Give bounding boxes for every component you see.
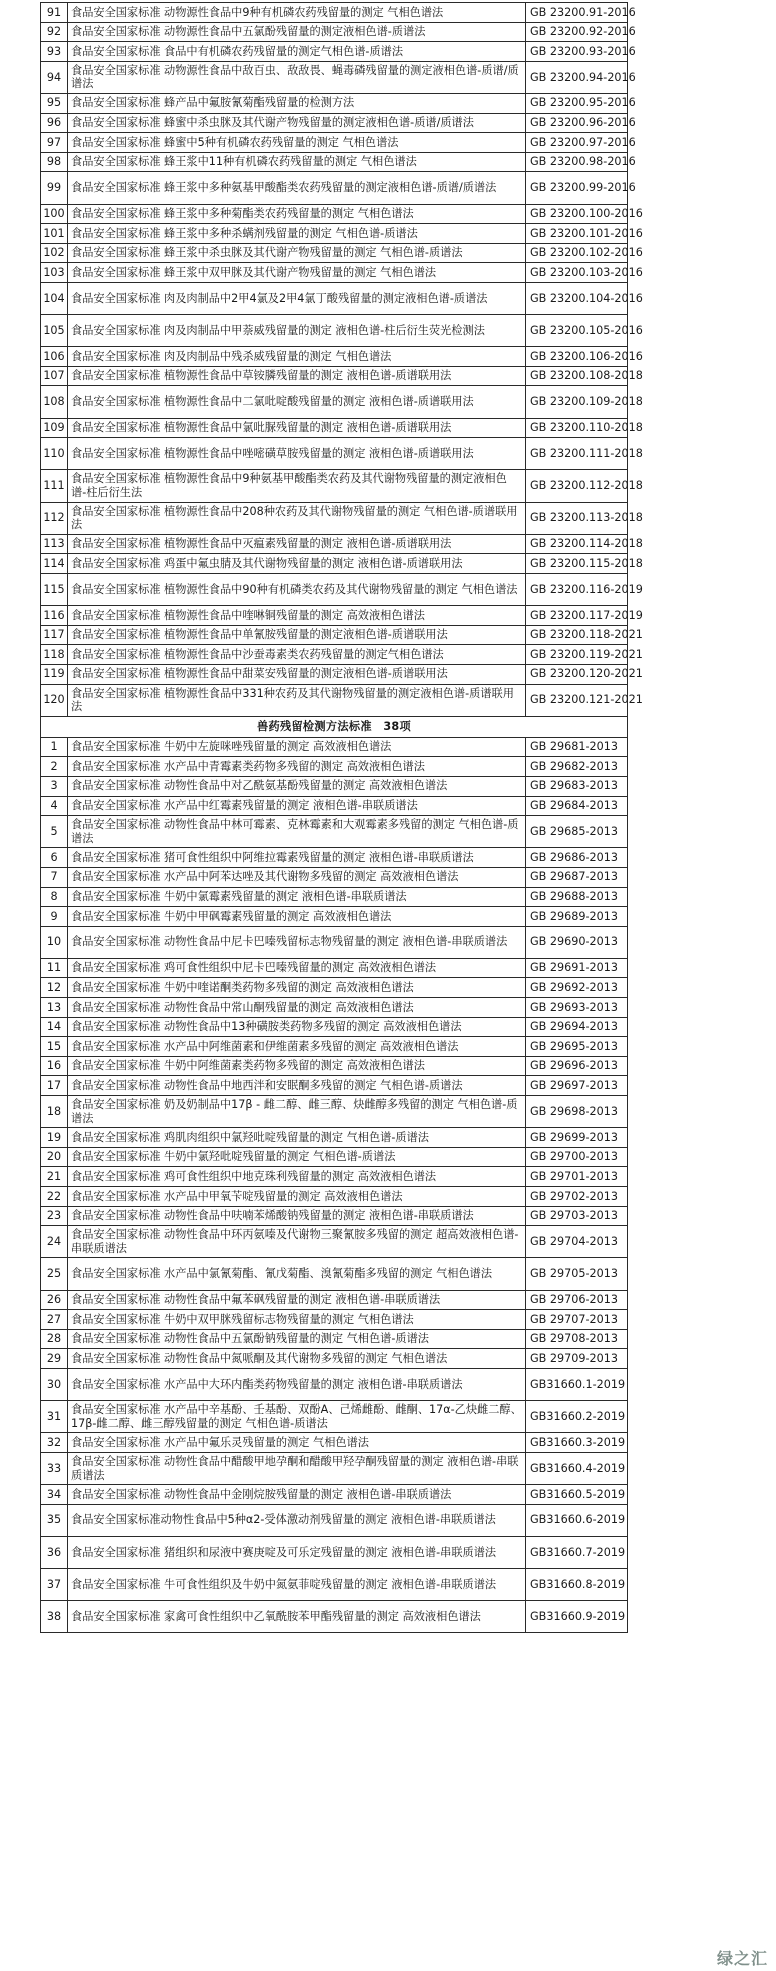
table-row <box>41 282 628 314</box>
standard-code: GB 29697-2013 <box>526 1076 628 1096</box>
row-number: 97 <box>41 133 68 153</box>
standard-name: 食品安全国家标准 牛奶中甲砜霉素残留量的测定 高效液相色谱法 <box>68 907 526 927</box>
row-number: 94 <box>41 61 68 93</box>
standard-name: 食品安全国家标准 水产品中阿苯达唑及其代谢物多残留的测定 高效液相色谱法 <box>68 867 526 887</box>
standard-code: GB 23200.121-2021 <box>526 684 628 716</box>
standard-name: 食品安全国家标准 植物源性食品中9种氨基甲酸酯类农药及其代谢物残留量的测定液相色谱-柱后衍生法 <box>68 470 526 502</box>
table-row <box>41 243 628 263</box>
row-number: 33 <box>41 1452 68 1484</box>
standard-name: 食品安全国家标准 动物性食品中地西泮和安眠酮多残留的测定 气相色谱-质谱法 <box>68 1076 526 1096</box>
standard-code: GB 23200.99-2016 <box>526 172 628 204</box>
row-number: 112 <box>41 502 68 534</box>
table-row <box>41 93 628 113</box>
standard-name: 食品安全国家标准 动物性食品中对乙酰氨基酚残留量的测定 高效液相色谱法 <box>68 776 526 796</box>
table-row <box>41 776 628 796</box>
standard-code: GB 23200.96-2016 <box>526 113 628 133</box>
standard-name: 食品安全国家标准动物性食品中5种α2-受体激动剂残留量的测定 液相色谱-串联质谱法 <box>68 1504 526 1536</box>
row-number: 104 <box>41 282 68 314</box>
table-row <box>41 1310 628 1330</box>
table-row <box>41 757 628 777</box>
row-number: 2 <box>41 757 68 777</box>
table-row <box>41 1290 628 1310</box>
table-row <box>41 1167 628 1187</box>
standard-name: 食品安全国家标准 肉及肉制品中甲萘威残留量的测定 液相色谱-柱后衍生荧光检测法 <box>68 315 526 347</box>
standard-code: GB 23200.120-2021 <box>526 664 628 684</box>
section-title: 兽药残留检测方法标准 38项 <box>41 716 628 737</box>
table-row <box>41 1485 628 1505</box>
row-number: 37 <box>41 1569 68 1601</box>
row-number: 98 <box>41 152 68 172</box>
standard-name: 食品安全国家标准 动物性食品中环丙氨嗪及代谢物三聚氰胺多残留的测定 超高效液相色谱-串联质谱法 <box>68 1226 526 1258</box>
row-number: 38 <box>41 1601 68 1633</box>
table-row <box>41 796 628 816</box>
row-number: 111 <box>41 470 68 502</box>
row-number: 103 <box>41 263 68 283</box>
standard-code: GB 23200.112-2018 <box>526 470 628 502</box>
standard-code: GB 23200.92-2016 <box>526 22 628 42</box>
standard-name: 食品安全国家标准 动物性食品中氮哌酮及其代谢物多残留的测定 气相色谱法 <box>68 1349 526 1369</box>
table-row <box>41 867 628 887</box>
standard-name: 食品安全国家标准 植物源性食品中二氯吡啶酸残留量的测定 液相色谱-质谱联用法 <box>68 386 526 418</box>
table-row <box>41 3 628 23</box>
standard-code: GB31660.7-2019 <box>526 1536 628 1568</box>
row-number: 29 <box>41 1349 68 1369</box>
row-number: 116 <box>41 606 68 626</box>
row-number: 1 <box>41 737 68 757</box>
row-number: 6 <box>41 848 68 868</box>
standard-code: GB 29702-2013 <box>526 1187 628 1207</box>
table-row <box>41 1056 628 1076</box>
row-number: 99 <box>41 172 68 204</box>
standard-name: 食品安全国家标准 动物性食品中氟苯砜残留量的测定 液相色谱-串联质谱法 <box>68 1290 526 1310</box>
standard-code: GB 29699-2013 <box>526 1128 628 1148</box>
standard-code: GB 23200.93-2016 <box>526 42 628 62</box>
row-number: 14 <box>41 1017 68 1037</box>
row-number: 10 <box>41 926 68 958</box>
table-row <box>41 61 628 93</box>
standard-code: GB 29684-2013 <box>526 796 628 816</box>
standard-code: GB 29692-2013 <box>526 978 628 998</box>
standard-code: GB 23200.108-2018 <box>526 366 628 386</box>
standard-code: GB 23200.105-2016 <box>526 315 628 347</box>
table-row <box>41 1147 628 1167</box>
table-row <box>41 998 628 1018</box>
row-number: 92 <box>41 22 68 42</box>
row-number: 105 <box>41 315 68 347</box>
standard-code: GB 23200.106-2016 <box>526 347 628 367</box>
standard-code: GB 29706-2013 <box>526 1290 628 1310</box>
standard-code: GB 29681-2013 <box>526 737 628 757</box>
table-row <box>41 1128 628 1148</box>
table-row <box>41 204 628 224</box>
table-row <box>41 1187 628 1207</box>
table-row <box>41 1569 628 1601</box>
standard-code: GB31660.2-2019 <box>526 1401 628 1433</box>
row-number: 13 <box>41 998 68 1018</box>
standard-code: GB 29704-2013 <box>526 1226 628 1258</box>
standard-name: 食品安全国家标准 植物源性食品中氯吡脲残留量的测定 液相色谱-质谱联用法 <box>68 418 526 438</box>
standard-code: GB 23200.113-2018 <box>526 502 628 534</box>
table-row <box>41 606 628 626</box>
row-number: 15 <box>41 1037 68 1057</box>
row-number: 24 <box>41 1226 68 1258</box>
standard-code: GB 23200.104-2016 <box>526 282 628 314</box>
table-row <box>41 848 628 868</box>
standard-code: GB 23200.116-2019 <box>526 574 628 606</box>
standard-code: GB 23200.100-2016 <box>526 204 628 224</box>
standard-code: GB 29685-2013 <box>526 816 628 848</box>
row-number: 107 <box>41 366 68 386</box>
row-number: 120 <box>41 684 68 716</box>
standard-code: GB 29688-2013 <box>526 887 628 907</box>
table-row <box>41 664 628 684</box>
standard-code: GB31660.6-2019 <box>526 1504 628 1536</box>
standard-code: GB 23200.98-2016 <box>526 152 628 172</box>
standard-code: GB31660.9-2019 <box>526 1601 628 1633</box>
table-row <box>41 1206 628 1226</box>
standard-name: 食品安全国家标准 牛奶中阿维菌素类药物多残留的测定 高效液相色谱法 <box>68 1056 526 1076</box>
standard-name: 食品安全国家标准 动物性食品中醋酸甲地孕酮和醋酸甲羟孕酮残留量的测定 液相色谱-串联质谱法 <box>68 1452 526 1484</box>
standard-code: GB 23200.102-2016 <box>526 243 628 263</box>
standard-name: 食品安全国家标准 肉及肉制品中残杀威残留量的测定 气相色谱法 <box>68 347 526 367</box>
standard-name: 食品安全国家标准 蜂王浆中多种氨基甲酸酯类农药残留量的测定液相色谱-质谱/质谱法 <box>68 172 526 204</box>
standard-name: 食品安全国家标准 动物性食品中呋喃苯烯酸钠残留量的测定 液相色谱-串联质谱法 <box>68 1206 526 1226</box>
standard-code: GB 23200.94-2016 <box>526 61 628 93</box>
row-number: 28 <box>41 1329 68 1349</box>
table-row <box>41 907 628 927</box>
standard-code: GB 29708-2013 <box>526 1329 628 1349</box>
standard-name: 食品安全国家标准 水产品中红霉素残留量的测定 液相色谱-串联质谱法 <box>68 796 526 816</box>
standard-code: GB 23200.97-2016 <box>526 133 628 153</box>
row-number: 102 <box>41 243 68 263</box>
standard-name: 食品安全国家标准 动物源性食品中五氯酚残留量的测定液相色谱-质谱法 <box>68 22 526 42</box>
table-row <box>41 554 628 574</box>
standard-code: GB 29686-2013 <box>526 848 628 868</box>
row-number: 93 <box>41 42 68 62</box>
table-row <box>41 470 628 502</box>
table-row <box>41 684 628 716</box>
standard-code: GB31660.8-2019 <box>526 1569 628 1601</box>
standard-name: 食品安全国家标准 牛奶中喹诺酮类药物多残留的测定 高效液相色谱法 <box>68 978 526 998</box>
row-number: 110 <box>41 438 68 470</box>
table-row <box>41 1329 628 1349</box>
row-number: 108 <box>41 386 68 418</box>
standard-code: GB 29696-2013 <box>526 1056 628 1076</box>
row-number: 31 <box>41 1401 68 1433</box>
standard-code: GB 29691-2013 <box>526 958 628 978</box>
standard-code: GB 23200.101-2016 <box>526 224 628 244</box>
standard-code: GB 29698-2013 <box>526 1096 628 1128</box>
standard-code: GB 29703-2013 <box>526 1206 628 1226</box>
standard-code: GB 23200.117-2019 <box>526 606 628 626</box>
row-number: 12 <box>41 978 68 998</box>
standard-name: 食品安全国家标准 植物源性食品中甜菜安残留量的测定液相色谱-质谱联用法 <box>68 664 526 684</box>
table-row <box>41 438 628 470</box>
table-row <box>41 1017 628 1037</box>
row-number: 23 <box>41 1206 68 1226</box>
standard-code: GB 23200.109-2018 <box>526 386 628 418</box>
standard-code: GB 29694-2013 <box>526 1017 628 1037</box>
standard-name: 食品安全国家标准 动物性食品中林可霉素、克林霉素和大观霉素多残留的测定 气相色谱-质谱法 <box>68 816 526 848</box>
standards-table-body <box>41 3 643 1633</box>
standard-name: 食品安全国家标准 水产品中青霉素类药物多残留的测定 高效液相色谱法 <box>68 757 526 777</box>
row-number: 117 <box>41 625 68 645</box>
standard-code: GB 29709-2013 <box>526 1349 628 1369</box>
row-number: 115 <box>41 574 68 606</box>
row-number: 4 <box>41 796 68 816</box>
table-row <box>41 1258 628 1290</box>
table-row <box>41 224 628 244</box>
row-number: 22 <box>41 1187 68 1207</box>
table-row <box>41 1504 628 1536</box>
row-number: 36 <box>41 1536 68 1568</box>
row-number: 8 <box>41 887 68 907</box>
standard-name: 食品安全国家标准 蜂王浆中11种有机磷农药残留量的测定 气相色谱法 <box>68 152 526 172</box>
standard-code: GB31660.5-2019 <box>526 1485 628 1505</box>
table-row <box>41 958 628 978</box>
table-row <box>41 574 628 606</box>
row-number: 27 <box>41 1310 68 1330</box>
table-row <box>41 887 628 907</box>
standard-code: GB 29707-2013 <box>526 1310 628 1330</box>
table-row <box>41 172 628 204</box>
row-number: 91 <box>41 3 68 23</box>
section-header-row <box>41 716 628 737</box>
row-number: 26 <box>41 1290 68 1310</box>
table-row <box>41 418 628 438</box>
table-row <box>41 263 628 283</box>
standard-name: 食品安全国家标准 鸡肌肉组织中氯羟吡啶残留量的测定 气相色谱-质谱法 <box>68 1128 526 1148</box>
standard-name: 食品安全国家标准 蜂蜜中5种有机磷农药残留量的测定 气相色谱法 <box>68 133 526 153</box>
row-number: 18 <box>41 1096 68 1128</box>
standard-code: GB 29689-2013 <box>526 907 628 927</box>
standard-name: 食品安全国家标准 水产品中大环内酯类药物残留量的测定 液相色谱-串联质谱法 <box>68 1368 526 1400</box>
row-number: 30 <box>41 1368 68 1400</box>
table-row <box>41 1368 628 1400</box>
standard-name: 食品安全国家标准 蜂蜜中杀虫脒及其代谢产物残留量的测定液相色谱-质谱/质谱法 <box>68 113 526 133</box>
table-row <box>41 1433 628 1453</box>
table-row <box>41 737 628 757</box>
standard-name: 食品安全国家标准 植物源性食品中草铵膦残留量的测定 液相色谱-质谱联用法 <box>68 366 526 386</box>
standard-code: GB 23200.119-2021 <box>526 645 628 665</box>
standard-name: 食品安全国家标准 牛可食性组织及牛奶中氮氨菲啶残留量的测定 液相色谱-串联质谱法 <box>68 1569 526 1601</box>
row-number: 21 <box>41 1167 68 1187</box>
standard-name: 食品安全国家标准 蜂王浆中杀虫脒及其代谢产物残留量的测定 气相色谱-质谱法 <box>68 243 526 263</box>
row-number: 25 <box>41 1258 68 1290</box>
row-number: 35 <box>41 1504 68 1536</box>
table-row <box>41 534 628 554</box>
standard-name: 食品安全国家标准 蜂王浆中多种杀螨剂残留量的测定 气相色谱-质谱法 <box>68 224 526 244</box>
standard-code: GB 23200.95-2016 <box>526 93 628 113</box>
standard-code: GB 29705-2013 <box>526 1258 628 1290</box>
standard-code: GB 29682-2013 <box>526 757 628 777</box>
table-row <box>41 42 628 62</box>
table-row <box>41 133 628 153</box>
standard-code: GB 29700-2013 <box>526 1147 628 1167</box>
standards-table <box>40 2 643 1633</box>
standard-name: 食品安全国家标准 植物源性食品中331种农药及其代谢物残留量的测定液相色谱-质谱联用法 <box>68 684 526 716</box>
standard-name: 食品安全国家标准 植物源性食品中喹啉铜残留量的测定 高效液相色谱法 <box>68 606 526 626</box>
table-row <box>41 366 628 386</box>
table-row <box>41 816 628 848</box>
standard-name: 食品安全国家标准 猪组织和尿液中赛庚啶及可乐定残留量的测定 液相色谱-串联质谱法 <box>68 1536 526 1568</box>
row-number: 9 <box>41 907 68 927</box>
table-row <box>41 1096 628 1128</box>
standard-code: GB 29690-2013 <box>526 926 628 958</box>
standard-code: GB 23200.110-2018 <box>526 418 628 438</box>
standard-name: 食品安全国家标准 动物源性食品中9种有机磷农药残留量的测定 气相色谱法 <box>68 3 526 23</box>
row-number: 11 <box>41 958 68 978</box>
row-number: 95 <box>41 93 68 113</box>
standard-name: 食品安全国家标准 蜂王浆中多种菊酯类农药残留量的测定 气相色谱法 <box>68 204 526 224</box>
standard-name: 食品安全国家标准 动物性食品中13种磺胺类药物多残留的测定 高效液相色谱法 <box>68 1017 526 1037</box>
row-number: 96 <box>41 113 68 133</box>
standard-name: 食品安全国家标准 蜂产品中氟胺氰菊酯残留量的检测方法 <box>68 93 526 113</box>
row-number: 114 <box>41 554 68 574</box>
table-row <box>41 1037 628 1057</box>
table-row <box>41 1452 628 1484</box>
standard-name: 食品安全国家标准 食品中有机磷农药残留量的测定气相色谱-质谱法 <box>68 42 526 62</box>
standard-code: GB 23200.111-2018 <box>526 438 628 470</box>
standard-name: 食品安全国家标准 动物性食品中金刚烷胺残留量的测定 液相色谱-串联质谱法 <box>68 1485 526 1505</box>
standard-code: GB 23200.114-2018 <box>526 534 628 554</box>
table-row <box>41 1349 628 1369</box>
standard-name: 食品安全国家标准 动物性食品中五氯酚钠残留量的测定 气相色谱-质谱法 <box>68 1329 526 1349</box>
standard-code: GB 23200.115-2018 <box>526 554 628 574</box>
standard-name: 食品安全国家标准 猪可食性组织中阿维拉霉素残留量的测定 液相色谱-串联质谱法 <box>68 848 526 868</box>
table-row <box>41 113 628 133</box>
standard-code: GB31660.1-2019 <box>526 1368 628 1400</box>
table-row <box>41 1076 628 1096</box>
row-number: 5 <box>41 816 68 848</box>
standard-code: GB 23200.91-2016 <box>526 3 628 23</box>
standard-name: 食品安全国家标准 牛奶中氯羟吡啶残留量的测定 气相色谱-质谱法 <box>68 1147 526 1167</box>
standard-name: 食品安全国家标准 家禽可食性组织中乙氧酰胺苯甲酯残留量的测定 高效液相色谱法 <box>68 1601 526 1633</box>
standard-name: 食品安全国家标准 植物源性食品中沙蚕毒素类农药残留量的测定气相色谱法 <box>68 645 526 665</box>
table-row <box>41 502 628 534</box>
row-number: 113 <box>41 534 68 554</box>
standard-name: 食品安全国家标准 鸡可食性组织中地克珠利残留量的测定 高效液相色谱法 <box>68 1167 526 1187</box>
standard-name: 食品安全国家标准 蜂王浆中双甲脒及其代谢产物残留量的测定 气相色谱法 <box>68 263 526 283</box>
standard-name: 食品安全国家标准 植物源性食品中208种农药及其代谢物残留量的测定 气相色谱-质谱联用法 <box>68 502 526 534</box>
standard-name: 食品安全国家标准 水产品中辛基酚、壬基酚、双酚A、己烯雌酚、雌酮、17α-乙炔雌二醇、17β-雌二醇、雌三醇残留量的测定 气相色谱-质谱法 <box>68 1401 526 1433</box>
standard-name: 食品安全国家标准 鸡蛋中氟虫腈及其代谢物残留量的测定 液相色谱-质谱联用法 <box>68 554 526 574</box>
standard-code: GB31660.4-2019 <box>526 1452 628 1484</box>
row-number: 20 <box>41 1147 68 1167</box>
standard-name: 食品安全国家标准 水产品中氟乐灵残留量的测定 气相色谱法 <box>68 1433 526 1453</box>
standard-code: GB 29701-2013 <box>526 1167 628 1187</box>
table-row <box>41 625 628 645</box>
standard-name: 食品安全国家标准 动物性食品中尼卡巴嗪残留标志物残留量的测定 液相色谱-串联质谱法 <box>68 926 526 958</box>
row-number: 16 <box>41 1056 68 1076</box>
row-number: 119 <box>41 664 68 684</box>
watermark-logo: 绿之汇 <box>716 1949 768 1968</box>
table-row <box>41 645 628 665</box>
row-number: 106 <box>41 347 68 367</box>
standard-name: 食品安全国家标准 植物源性食品中90种有机磷类农药及其代谢物残留量的测定 气相色谱法 <box>68 574 526 606</box>
standard-name: 食品安全国家标准 奶及奶制品中17β - 雌二醇、雌三醇、炔雌醇多残留的测定 气相色谱-质谱法 <box>68 1096 526 1128</box>
standard-name: 食品安全国家标准 牛奶中左旋咪唑残留量的测定 高效液相色谱法 <box>68 737 526 757</box>
standard-name: 食品安全国家标准 动物源性食品中敌百虫、敌敌畏、蝇毒磷残留量的测定液相色谱-质谱/质谱法 <box>68 61 526 93</box>
standard-code: GB 29687-2013 <box>526 867 628 887</box>
standard-name: 食品安全国家标准 肉及肉制品中2甲4氯及2甲4氯丁酸残留量的测定液相色谱-质谱法 <box>68 282 526 314</box>
table-row <box>41 315 628 347</box>
table-row <box>41 1226 628 1258</box>
standard-name: 食品安全国家标准 牛奶中双甲脒残留标志物残留量的测定 气相色谱法 <box>68 1310 526 1330</box>
standard-name: 食品安全国家标准 动物性食品中常山酮残留量的测定 高效液相色谱法 <box>68 998 526 1018</box>
table-row <box>41 1601 628 1633</box>
standard-name: 食品安全国家标准 植物源性食品中灭瘟素残留量的测定 液相色谱-质谱联用法 <box>68 534 526 554</box>
row-number: 32 <box>41 1433 68 1453</box>
table-row <box>41 926 628 958</box>
row-number: 7 <box>41 867 68 887</box>
standard-code: GB 29693-2013 <box>526 998 628 1018</box>
standard-code: GB 23200.118-2021 <box>526 625 628 645</box>
standard-code: GB 29683-2013 <box>526 776 628 796</box>
table-row <box>41 978 628 998</box>
standard-name: 食品安全国家标准 植物源性食品中单氰胺残留量的测定液相色谱-质谱联用法 <box>68 625 526 645</box>
standard-name: 食品安全国家标准 牛奶中氯霉素残留量的测定 液相色谱-串联质谱法 <box>68 887 526 907</box>
row-number: 3 <box>41 776 68 796</box>
standard-name: 食品安全国家标准 水产品中氯氰菊酯、氰戊菊酯、溴氰菊酯多残留的测定 气相色谱法 <box>68 1258 526 1290</box>
table-row <box>41 386 628 418</box>
standard-name: 食品安全国家标准 水产品中阿维菌素和伊维菌素多残留的测定 高效液相色谱法 <box>68 1037 526 1057</box>
row-number: 101 <box>41 224 68 244</box>
standard-code: GB 29695-2013 <box>526 1037 628 1057</box>
row-number: 118 <box>41 645 68 665</box>
table-row <box>41 1536 628 1568</box>
row-number: 100 <box>41 204 68 224</box>
standard-code: GB31660.3-2019 <box>526 1433 628 1453</box>
table-row <box>41 347 628 367</box>
table-row <box>41 1401 628 1433</box>
standard-name: 食品安全国家标准 水产品中甲氧苄啶残留量的测定 高效液相色谱法 <box>68 1187 526 1207</box>
row-number: 34 <box>41 1485 68 1505</box>
row-number: 19 <box>41 1128 68 1148</box>
table-row <box>41 22 628 42</box>
standard-name: 食品安全国家标准 植物源性食品中唑嘧磺草胺残留量的测定 液相色谱-质谱联用法 <box>68 438 526 470</box>
standard-code: GB 23200.103-2016 <box>526 263 628 283</box>
standard-name: 食品安全国家标准 鸡可食性组织中尼卡巴嗪残留量的测定 高效液相色谱法 <box>68 958 526 978</box>
row-number: 109 <box>41 418 68 438</box>
table-row <box>41 152 628 172</box>
row-number: 17 <box>41 1076 68 1096</box>
